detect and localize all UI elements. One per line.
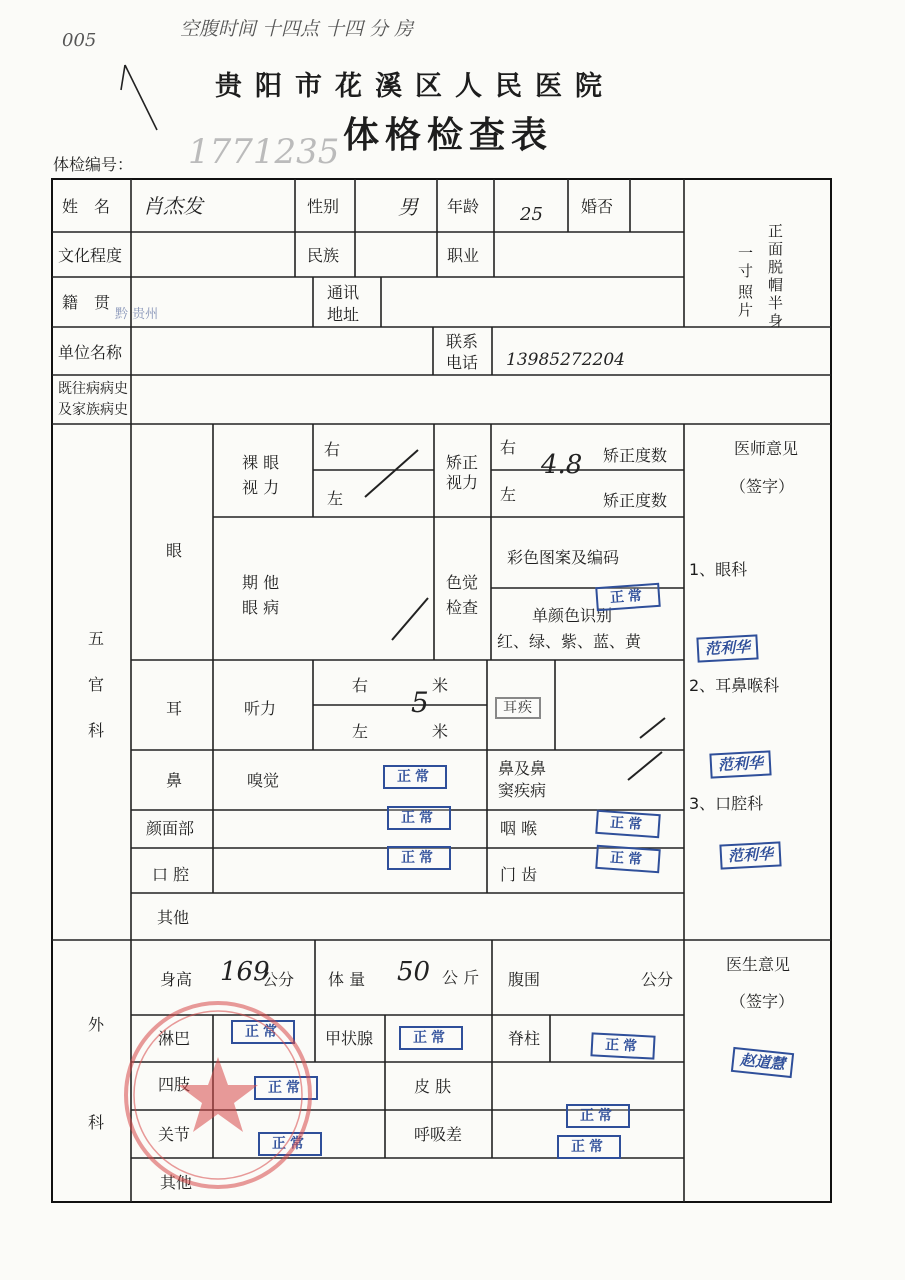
mouth-label: 口 腔 xyxy=(152,865,190,884)
phone-label-1: 联系 xyxy=(446,332,479,351)
wuguan-label-1: 五 xyxy=(88,629,105,648)
waist-unit: 公分 xyxy=(641,970,674,989)
thyroid-stamp: 正常 xyxy=(399,1026,463,1050)
corrected-vision-label-2: 视力 xyxy=(446,473,479,492)
throat-label: 咽 喉 xyxy=(500,819,538,838)
wuguan-other-label: 其他 xyxy=(157,908,190,927)
lymph-label: 淋巴 xyxy=(158,1029,191,1048)
waike-label-1: 外 xyxy=(88,1015,105,1034)
smell-stamp: 正常 xyxy=(383,765,447,789)
joint-stamp: 正常 xyxy=(258,1132,322,1156)
single-color-label: 单颜色识别 xyxy=(532,606,613,625)
wuguan-sign: （签字） xyxy=(730,477,795,496)
waist-label: 腹围 xyxy=(508,970,541,989)
other-eye-label-2: 眼 病 xyxy=(242,598,280,617)
surgery-doctor-signature: 赵道慧 xyxy=(731,1047,794,1078)
naked-right-label: 右 xyxy=(324,440,341,459)
naked-vision-label-2: 视 力 xyxy=(242,478,280,497)
age-label: 年龄 xyxy=(447,197,480,216)
wuguan-doctor-opinion: 医师意见 xyxy=(734,439,799,458)
education-label: 文化程度 xyxy=(58,246,123,265)
naked-left-label: 左 xyxy=(327,489,344,508)
wuguan-label-2: 官 xyxy=(88,675,105,694)
eye-doctor-signature: 范利华 xyxy=(696,634,758,662)
ethnic-label: 民族 xyxy=(307,246,340,265)
nose-disease-label-2: 窦疾病 xyxy=(498,781,547,800)
photo-text-3: 照片 xyxy=(738,283,754,319)
phone-label-2: 电话 xyxy=(446,353,479,372)
gender-value: 男 xyxy=(398,195,418,219)
doc-number: 005 xyxy=(62,30,97,51)
marital-label: 婚否 xyxy=(581,197,614,216)
throat-stamp: 正常 xyxy=(595,810,661,838)
photo-text-2: 正面脱帽半身 xyxy=(768,222,784,330)
weight-label: 体 量 xyxy=(328,970,366,989)
ear-disease-stamp: 耳疾 xyxy=(495,697,541,719)
ear-label: 耳 xyxy=(166,699,183,718)
skin-label: 皮 肤 xyxy=(414,1077,452,1096)
lymph-stamp: 正常 xyxy=(231,1020,295,1044)
limbs-stamp: 正常 xyxy=(254,1076,318,1100)
origin-label: 籍 贯 xyxy=(62,293,111,312)
job-label: 职业 xyxy=(447,246,480,265)
teeth-label: 门 齿 xyxy=(500,865,538,884)
waike-label-2: 科 xyxy=(88,1113,105,1132)
top-handwritten-note: 空腹时间 十四点 十四 分 房 xyxy=(180,18,414,40)
smell-label: 嗅觉 xyxy=(247,771,280,790)
oral-doctor-signature: 范利华 xyxy=(719,841,781,869)
hospital-seal-icon xyxy=(118,995,318,1195)
exam-number-value: 1771235 xyxy=(188,132,340,172)
colors-list: 红、绿、紫、蓝、黄 xyxy=(497,632,642,651)
mouth-stamp: 正常 xyxy=(387,846,451,870)
weight-value: 50 xyxy=(397,957,431,987)
wuguan-label-3: 科 xyxy=(88,721,105,740)
ent-doctor-signature: 范利华 xyxy=(709,750,771,778)
waike-other-label: 其他 xyxy=(160,1173,193,1192)
breath-label: 呼吸差 xyxy=(414,1125,463,1144)
eye-label: 眼 xyxy=(166,541,183,560)
gender-label: 性别 xyxy=(307,197,340,216)
face-label: 颜面部 xyxy=(146,819,195,838)
teeth-stamp: 正常 xyxy=(595,845,661,873)
history-label-1: 既往病病史 xyxy=(58,381,128,397)
naked-vision-label-1: 裸 眼 xyxy=(242,453,280,472)
weight-unit: 公 斤 xyxy=(442,968,480,987)
history-label-2: 及家族病史 xyxy=(58,402,128,418)
other-eye-label-1: 期 他 xyxy=(242,573,280,592)
thyroid-label: 甲状腺 xyxy=(325,1029,374,1048)
hearing-value: 5 xyxy=(411,686,429,719)
nose-disease-label-1: 鼻及鼻 xyxy=(498,759,547,778)
skin-stamp: 正常 xyxy=(566,1104,630,1128)
face-stamp: 正常 xyxy=(387,806,451,830)
exam-number-label: 体检编号： xyxy=(53,155,134,174)
breath-stamp: 正常 xyxy=(557,1135,621,1159)
form-title: 体格检查表 xyxy=(343,114,554,156)
hearing-right: 右 米 xyxy=(352,676,449,695)
unit-label: 单位名称 xyxy=(58,343,123,362)
limbs-label: 四肢 xyxy=(158,1075,191,1094)
corrected-degree-right: 矫正度数 xyxy=(603,446,668,465)
opinion-eye: 1、眼科 xyxy=(689,560,748,579)
hearing-left: 左 米 xyxy=(352,722,449,741)
corrected-right-label: 右 xyxy=(500,438,517,457)
color-vision-label-2: 检查 xyxy=(446,598,479,617)
corrected-degree-left: 矫正度数 xyxy=(603,491,668,510)
height-unit: 公分 xyxy=(262,970,295,989)
address-label-1: 通讯 xyxy=(327,283,360,302)
age-value: 25 xyxy=(520,204,543,225)
corrected-vision-label-1: 矫正 xyxy=(446,453,479,472)
nose-label: 鼻 xyxy=(166,771,183,790)
hospital-name: 贵阳市花溪区人民医院 xyxy=(215,71,615,102)
opinion-ent: 2、耳鼻喉科 xyxy=(689,676,780,695)
photo-text-1: 一寸 xyxy=(738,244,754,280)
name-value: 肖杰发 xyxy=(143,194,203,218)
spine-label: 脊柱 xyxy=(508,1029,541,1048)
spine-stamp: 正常 xyxy=(590,1032,655,1059)
waike-doctor-opinion: 医生意见 xyxy=(726,955,791,974)
color-vision-label-1: 色觉 xyxy=(446,573,479,592)
opinion-oral: 3、口腔科 xyxy=(689,794,764,813)
origin-value: 黔 贵州 xyxy=(115,307,159,322)
corrected-vision-value: 4.8 xyxy=(541,450,583,480)
waike-sign: （签字） xyxy=(730,992,795,1011)
phone-value: 13985272204 xyxy=(506,350,625,370)
color-vision-stamp: 正常 xyxy=(595,583,661,611)
name-label: 姓 名 xyxy=(62,197,111,216)
address-label-2: 地址 xyxy=(327,305,360,324)
corrected-left-label: 左 xyxy=(500,485,517,504)
color-pattern-label: 彩色图案及编码 xyxy=(507,548,620,567)
joint-label: 关节 xyxy=(158,1125,191,1144)
height-value: 169 xyxy=(220,957,270,987)
hearing-label: 听力 xyxy=(244,699,277,718)
height-label: 身高 xyxy=(160,970,193,989)
